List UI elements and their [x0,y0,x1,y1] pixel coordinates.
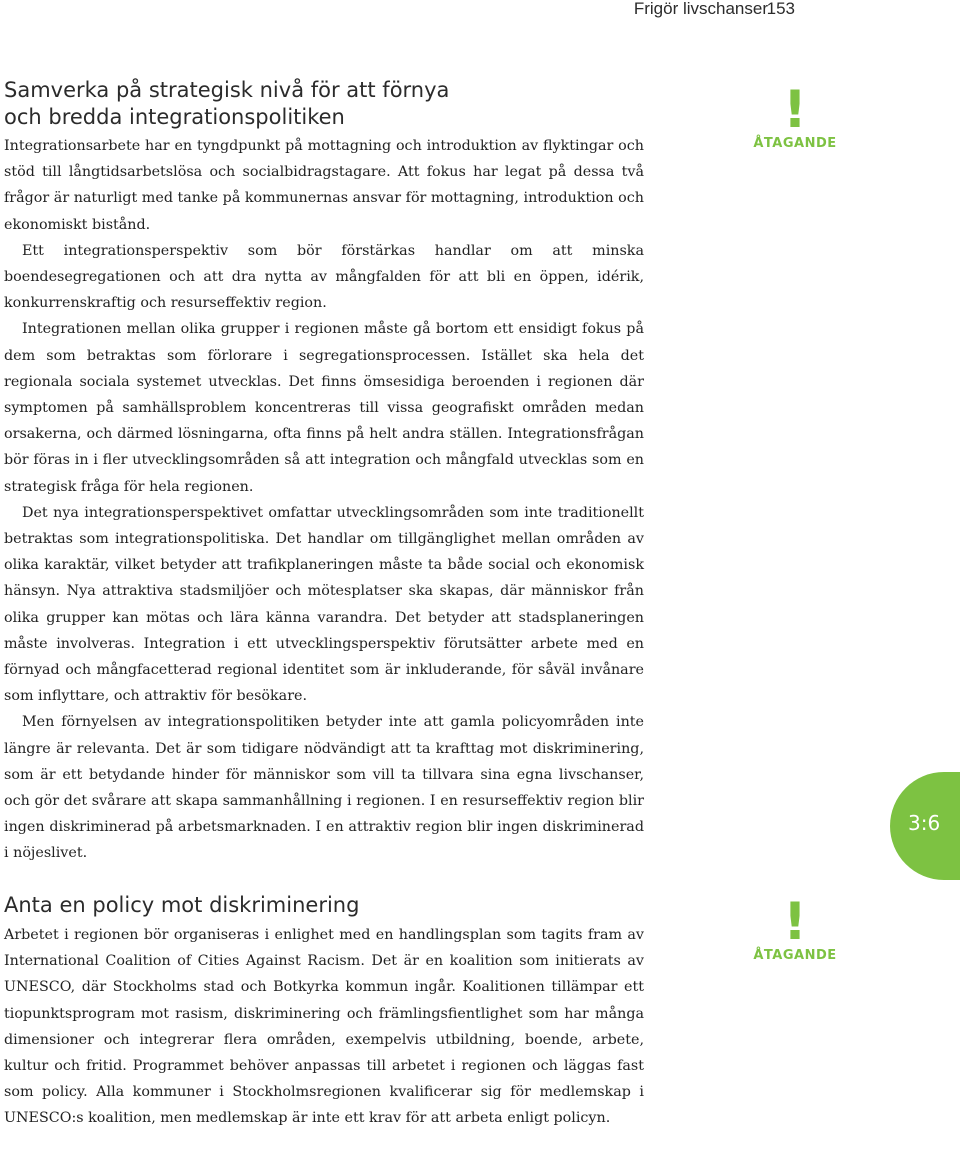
page-number: 153 [766,0,795,18]
commitment-marker [747,892,843,963]
commitment-label: ÅTAGANDE [753,136,837,151]
heading-line-2: och bredda integrationspolitiken [4,105,345,129]
section-integration-policy [4,77,644,867]
paragraph: Integrationsarbete har en tyngdpunkt på mottagning och introduktion av flyktingar och stöd till långtidsarbetslösa och socialbidragstagare. Att fokus har legat på dessa två frågor är naturligt med tanke på kommunernas ansvar för mottagning, introduktion och ekonomiskt bistånd. [4,138,644,233]
commitment-marker [747,80,843,151]
paragraph: Det nya integrationsperspektivet omfattar utvecklingsområden som inte traditionellt betraktas som integrationspolitiska. Det handlar om tillgänglighet mellan områden av olika karaktär, vilket betyder att trafikplaneringen måste ta både social och ekonomisk hänsyn. Nya attraktiva stadsmiljöer och mötesplatser ska skapas, där människor från olika grupper kan mötas och lära känna varandra. Det betyder att stadsplaneringen måste involveras. Integration i ett utvecklingsperspektiv förutsätter arbete med en förnyad och mångfacetterad regional identitet som är inkluderande, för såväl invånare som inflyttare, och attraktiv för besökare. [4,504,644,705]
running-title: Frigör livschanser [633,0,768,18]
paragraph: Arbetet i regionen bör organiseras i enlighet med en handlingsplan som tagits fram av International Coalition of Cities Against Racism. Det är en koalition som initierats av UNESCO, där Stockholms stad och Botkyrka kommun ingår. Koalitionen tillämpar ett tiopunktsprogram mot rasism, diskriminering och främlingsfientlighet som har många dimensioner och integrerar flera områden, exempelvis utbildning, boende, arbete, kultur och fritid. Programmet behöver anpassas till arbetet i regionen och läggas fast som policy. Alla kommuner i Stockholmsregionen kvalificerar sig för medlemskap i UNESCO:s koalition, men medlemskap är inte ett krav för att arbeta enligt policyn. [4,927,644,1127]
heading-line-1: Samverka på strategisk nivå för att förnya [4,78,450,102]
paragraph: Men förnyelsen av integrationspolitiken betyder inte att gamla policyområden inte längre är relevanta. Det är som tidigare nödvändigt att ta krafttag mot diskriminering, som är ett betydande hinder för människor som vill ta tillvara sina egna livschanser, och gör det svårare att skapa sammanhållning i regionen. I en resurseffektiv region blir ingen diskriminerad på arbetsmarknaden. I en attraktiv region blir ingen diskriminerad i nöjeslivet. [4,714,644,862]
commitment-label: ÅTAGANDE [753,948,837,963]
paragraph: Ett integrationsperspektiv som bör förstärkas handlar om att minska boendesegregationen och att dra nytta av mångfalden för att bli en öppen, idérik, konkurrenskraftig och resurseffektiv region. [4,242,644,312]
chapter-number: 3:6 [908,811,941,835]
section-anti-discrimination-policy [4,890,644,1132]
exclamation-icon: ! [783,892,807,952]
chapter-tab [890,772,960,880]
exclamation-icon: ! [783,80,807,140]
section-heading: Anta en policy mot diskriminering [4,893,360,917]
section-heading [4,77,644,131]
paragraph: Integrationen mellan olika grupper i regionen måste gå bortom ett ensidigt fokus på dem som betraktas som förlorare i segregationsprocessen. Istället ska hela det regionala sociala systemet utvecklas. Det finns ömsesidiga beroenden i regionen där symptomen på samhällsproblem koncentreras till vissa geografiskt områden medan orsakerna, och därmed lösningarna, ofta finns på helt andra ställen. Integrationsfrågan bör föras in i fler utvecklingsområden så att integration och mångfald utvecklas som en strategisk fråga för hela regionen. [4,321,644,495]
